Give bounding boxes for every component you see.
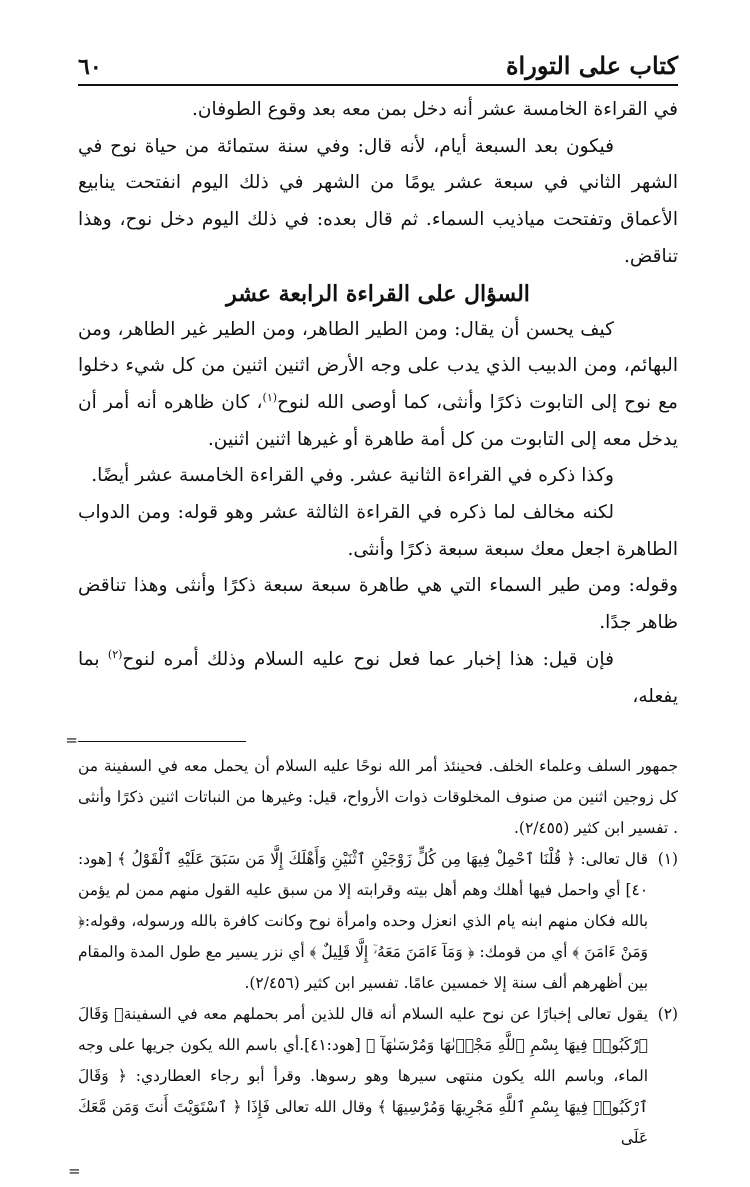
paragraph: فيكون بعد السبعة أيام، لأنه قال: وفي سنة ستمائة من حياة نوح في الشهر الثاني في سبعة عشر يومًا من الشهر في ذلك اليوم انفتحت ينابيع الأعماق وتفتحت مياذيب السماء. ثم قال بعده: في ذلك اليوم دخل نوح، وهذا تناقض. [78,135,678,267]
footnote-text: يقول تعالى إخبارًا عن نوح عليه السلام أنه قال للذين أمر بحملهم معه في السفينة﴿ وَقَالَ ٱرْكَبُوا۟ فِيهَا بِسْمِ ٱللَّهِ مَجْرٜىٰهَا وَمُرْسَىٰهَآ ﴾ [هود:٤١].أي باسم الله يكون جريها على وجه الماء، وباسم الله يكون منتهى سيرها وهو رسوها. وقرأ أبو رجاء العطاردي: ﴿ وَقَالَ ٱرْكَبُوا۟ فِيهَا بِسْمِ ٱللَّهِ مَجْرِيهَا وَمُرْسِيهَا ﴾ وقال الله تعالى فَإِذَا ﴿ ٱسْتَوَيْتَ أَنتَ وَمَن مَّعَكَ عَلَى [78,1005,648,1148]
footnote-number: (١) [657,850,678,869]
paragraph: كيف يحسن أن يقال: ومن الطير الطاهر، ومن الطير غير الطاهر، ومن البهائم، ومن الدبيب الذي يدب على وجه الأرض اثنين اثنين من كل شيء دخلوا مع نوح إلى التابوت ذكرًا وأنثى، كما أوصى الله لنوح$^{(١)}$، كان ظاهره أنه أمر أن يدخل معه إلى التابوت من كل أمة طاهرة أو غيرها اثنين اثنين. [78,318,678,450]
book-title: كتاب على التوراة [505,51,678,80]
footnote-ref-1[interactable]: (١) [262,390,278,404]
footnote-end-mark: = [68,1162,81,1181]
paragraph: لكنه مخالف لما ذكره في القراءة الثالثة عشر وهو قوله: ومن الدواب الطاهرة اجعل معك سبعة سبعة ذكرًا وأنثى. [78,502,678,560]
footnote-continued: جمهور السلف وعلماء الخلف. فحينئذ أمر الله نوحًا عليه السلام أن يحمل معه في السفينة من كل زوجين اثنين من صنوف المخلوقات ذوات الأرواح، قيل: وغيرها من النباتات اثنين ذكرًا وأنثى . تفسير ابن كثير (٢/٤٥٥). [78,757,678,838]
page-number: ٦٠ [78,54,102,80]
footnote-number: (٢) [657,1005,678,1024]
paragraph: فإن قيل: هذا إخبار عما فعل نوح عليه السلام وذلك أمره لنوح$^{(٢)}$ بما يفعله، [78,647,678,707]
page [65,40,678,1187]
footnote-1 [78,844,678,999]
footnote-2 [78,999,678,1154]
running-header [78,40,678,80]
footnote-separator [65,727,678,751]
footnote-rule [78,741,246,742]
main-text [78,92,678,715]
section-heading: السؤال على القراءة الرابعة عشر [226,280,530,307]
footnotes [68,751,678,1187]
footnote-ref-2[interactable]: (٢) [107,647,123,661]
paragraph: وكذا ذكره في القراءة الثانية عشر. وفي القراءة الخامسة عشر أيضًا. [91,465,614,487]
footnote-continuation-mark: = [65,731,78,750]
footnote-text: قال تعالى: ﴿ قُلْنَا ٱحْمِلْ فِيهَا مِن كُلٍّ زَوْجَيْنِ ٱثْنَيْنِ وَأَهْلَكَ إِلَّا مَن سَبَقَ عَلَيْهِ ٱلْقَوْلُ ﴾ [هود: ٤٠] أي واحمل فيها أهلك وهم أهل بيته وقرابته إلا من سبق عليه القول منهم ممن لم يؤمن بالله فكان منهم ابنه يام الذي انعزل وحده وامرأة نوح وكانت كافرة بالله ورسوله، وقوله:﴿ وَمَنْ ءَامَنَ ﴾ أي من قومك: ﴿ وَمَآ ءَامَنَ مَعَهُۥٓ إِلَّا قَلِيلٌ ﴾ أي نزر يسير مع طول المدة والمقام بين أظهرهم ألف سنة إلا خمسين عامًا. تفسير ابن كثير (٢/٤٥٦). [78,850,648,993]
paragraph: وقوله: ومن طير السماء التي هي طاهرة سبعة سبعة ذكرًا وأنثى وهذا تناقض ظاهر جدًا. [78,575,678,634]
paragraph: في القراءة الخامسة عشر أنه دخل بمن معه بعد وقوع الطوفان. [191,99,678,120]
header-rule [78,84,678,86]
